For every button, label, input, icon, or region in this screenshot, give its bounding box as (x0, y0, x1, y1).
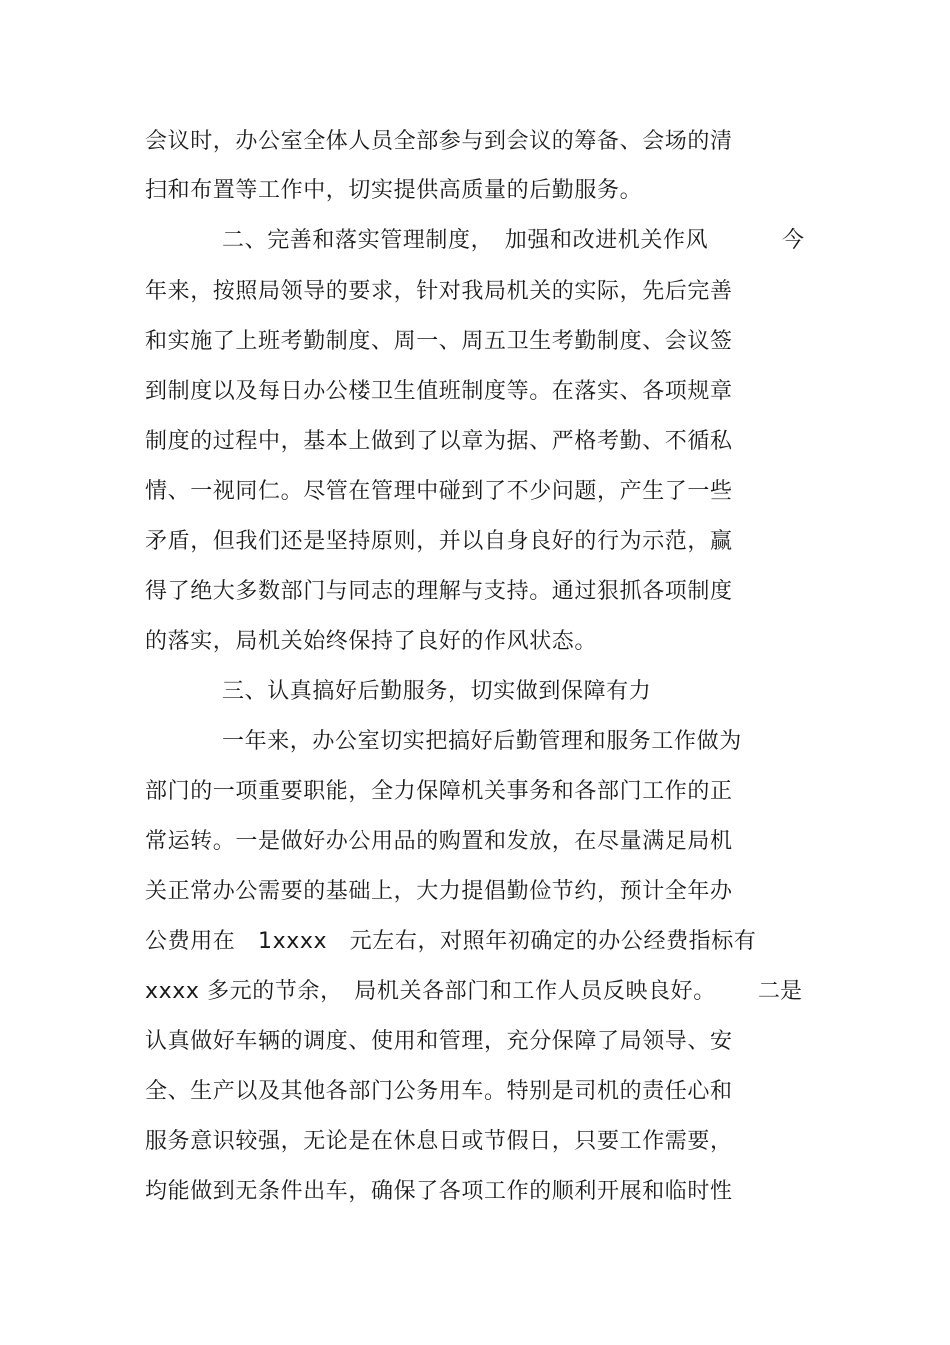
text-line: 认真做好车辆的调度、使用和管理，充分保障了局领导、安 (145, 1029, 733, 1054)
text-line: xxxx 多元的节余， 局机关各部门和工作人员反映良好。 (145, 979, 716, 1004)
section-heading: 二、完善和落实管理制度， 加强和改进机关作风 (222, 228, 709, 253)
text-line: 的落实，局机关始终保持了良好的作风状态。 (145, 629, 598, 654)
text-line: 公费用在 1xxxx 元左右，对照年初确定的办公经费指标有 (145, 929, 757, 954)
text-line: 和实施了上班考勤制度、周一、周五卫生考勤制度、会议签 (145, 329, 733, 354)
text-line: 一年来，办公室切实把搞好后勤管理和服务工作做为 (222, 729, 742, 754)
text-line: 到制度以及每日办公楼卫生值班制度等。在落实、各项规章 (145, 379, 733, 404)
text-line: 常运转。一是做好办公用品的购置和发放，在尽量满足局机 (145, 829, 733, 854)
text-line: 会议时，办公室全体人员全部参与到会议的筹备、会场的清 (145, 129, 733, 154)
text-line: 得了绝大多数部门与同志的理解与支持。通过狠抓各项制度 (145, 579, 733, 604)
text-line: 年来，按照局领导的要求，针对我局机关的实际，先后完善 (145, 279, 733, 304)
section-heading: 三、认真搞好后勤服务，切实做到保障有力 (222, 679, 652, 704)
text-line: 全、生产以及其他各部门公务用车。特别是司机的责任心和 (145, 1079, 733, 1104)
text-line: 矛盾，但我们还是坚持原则，并以自身良好的行为示范，赢 (145, 529, 733, 554)
text-line-tail: 二是 (758, 979, 803, 1004)
text-line-tail: 今 (782, 228, 805, 253)
text-line: 情、一视同仁。尽管在管理中碰到了不少问题，产生了一些 (145, 479, 733, 504)
text-line: 制度的过程中，基本上做到了以章为据、严格考勤、不循私 (145, 429, 733, 454)
text-line: 均能做到无条件出车，确保了各项工作的顺利开展和临时性 (145, 1179, 733, 1204)
text-line: 关正常办公需要的基础上，大力提倡勤俭节约，预计全年办 (145, 879, 733, 904)
text-line: 部门的一项重要职能，全力保障机关事务和各部门工作的正 (145, 779, 733, 804)
text-line: 扫和布置等工作中，切实提供高质量的后勤服务。 (145, 178, 643, 203)
text-line: 服务意识较强，无论是在休息日或节假日，只要工作需要， (145, 1129, 733, 1154)
